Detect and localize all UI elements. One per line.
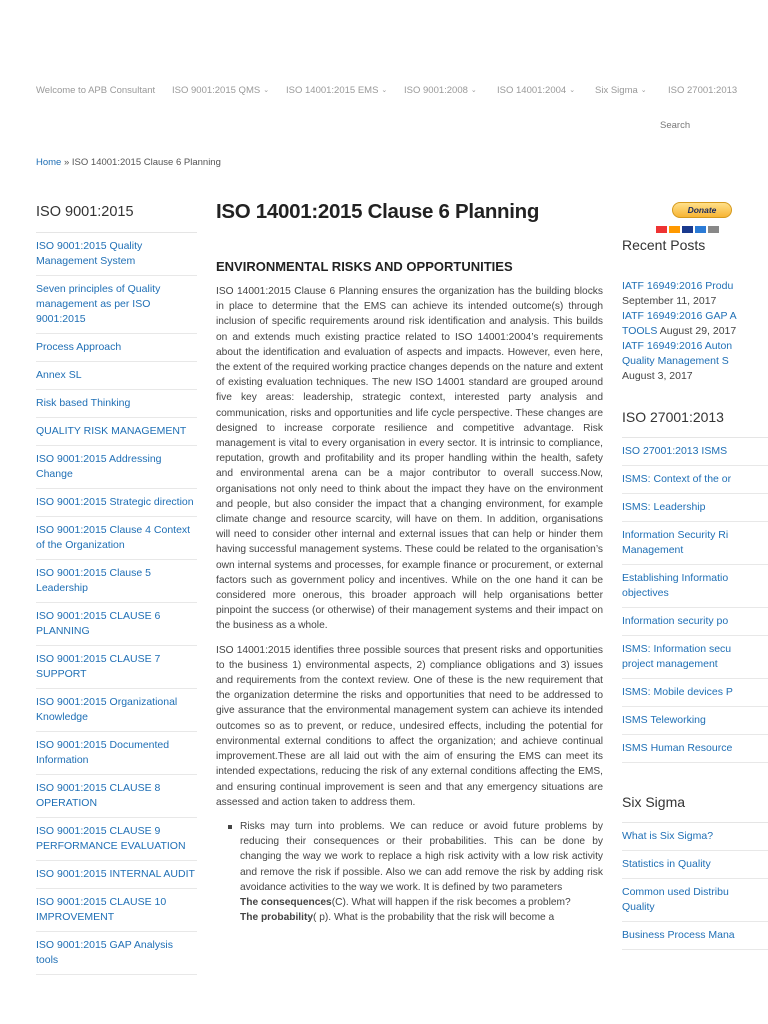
search-link[interactable]: Search bbox=[660, 120, 691, 131]
six-sigma-widget bbox=[622, 794, 768, 950]
breadcrumb bbox=[36, 157, 221, 168]
sidebar-link-label: ISO 9001:2015 CLAUSE 9 PERFORMANCE EVALUATION bbox=[36, 825, 186, 852]
sidebar-link[interactable] bbox=[36, 276, 197, 334]
sidebar-link-label: ISO 9001:2015 Addressing Change bbox=[36, 453, 162, 480]
six-sigma-link[interactable] bbox=[622, 879, 768, 922]
recent-post-date: August 29, 2017 bbox=[657, 325, 737, 337]
iso27001-link[interactable] bbox=[622, 494, 768, 522]
recent-post bbox=[622, 294, 768, 309]
iso27001-widget bbox=[622, 409, 768, 763]
chevron-down-icon: ⌄ bbox=[470, 87, 477, 94]
recent-post bbox=[622, 354, 768, 369]
iso27001-link[interactable] bbox=[622, 679, 768, 707]
iso27001-link-label: ISMS: Context of the or bbox=[622, 473, 732, 485]
iso27001-link-label: ISMS: Leadership bbox=[622, 501, 706, 513]
recent-posts-list bbox=[622, 279, 768, 384]
breadcrumb-separator: » bbox=[63, 157, 70, 168]
iso27001-link-label: Information Security Ri Management bbox=[622, 529, 729, 556]
six-sigma-link-label: Statistics in Quality bbox=[622, 858, 711, 870]
iso27001-link-label: ISO 27001:2013 ISMS bbox=[622, 445, 728, 457]
sidebar-link-label: ISO 9001:2015 Organizational Knowledge bbox=[36, 696, 178, 723]
recent-post-link[interactable]: TOOLS bbox=[622, 325, 658, 337]
sidebar-link[interactable] bbox=[36, 390, 197, 418]
recent-post-link[interactable]: IATF 16949:2016 Auton bbox=[622, 340, 733, 352]
sidebar-link-label: ISO 9001:2015 CLAUSE 8 OPERATION bbox=[36, 782, 161, 809]
consequences-line bbox=[240, 895, 603, 910]
iso27001-link-label: Information security po bbox=[622, 615, 729, 627]
sidebar-link-label: Annex SL bbox=[36, 369, 82, 381]
sidebar-link[interactable] bbox=[36, 689, 197, 732]
sidebar-link[interactable] bbox=[36, 603, 197, 646]
sidebar-link[interactable] bbox=[36, 775, 197, 818]
sidebar-link-label: Process Approach bbox=[36, 341, 122, 353]
top-navigation bbox=[36, 85, 768, 99]
left-sidebar bbox=[36, 204, 197, 975]
iso27001-link-label: ISMS Human Resource bbox=[622, 742, 733, 754]
sidebar-link[interactable] bbox=[36, 233, 197, 276]
six-sigma-title: Six Sigma bbox=[622, 794, 686, 810]
sidebar-link[interactable] bbox=[36, 861, 197, 889]
recent-post bbox=[622, 369, 768, 384]
sidebar-link-label: Seven principles of Quality management as per ISO 9001:2015 bbox=[36, 283, 161, 325]
six-sigma-link[interactable] bbox=[622, 851, 768, 879]
iso27001-link[interactable] bbox=[622, 707, 768, 735]
recent-post-link[interactable]: Quality Management S bbox=[622, 355, 729, 367]
recent-posts-title: Recent Posts bbox=[622, 237, 706, 253]
six-sigma-link-label: What is Six Sigma? bbox=[622, 830, 714, 842]
nav-item-six-sigma[interactable]: Six Sigma ⌄ bbox=[595, 85, 647, 96]
consequences-text: (C). What will happen if the risk becomes a problem? bbox=[331, 896, 571, 908]
sidebar-link[interactable] bbox=[36, 732, 197, 775]
nav-item-iso9001-2008[interactable]: ISO 9001:2008 ⌄ bbox=[404, 85, 477, 96]
iso27001-link[interactable] bbox=[622, 608, 768, 636]
recent-post bbox=[622, 324, 768, 339]
chevron-down-icon: ⌄ bbox=[263, 87, 270, 94]
iso27001-link[interactable] bbox=[622, 466, 768, 494]
bullet-text: Risks may turn into problems. We can reduce or avoid future problems by reducing their consequences or their probabilities. This can be done by changing the way we work to replace a high risk activity with a low risk activity and remove the risk if possible. Also we can add remove the risk by adding risk avoidance activities to the way we work. It is defined by two parameters bbox=[240, 820, 603, 893]
recent-post bbox=[622, 309, 768, 324]
sidebar-link-label: ISO 9001:2015 Clause 4 Context of the Organization bbox=[36, 524, 191, 551]
article bbox=[216, 200, 603, 925]
donate-button[interactable]: Donate bbox=[672, 202, 732, 218]
sidebar-link-label: ISO 9001:2015 Clause 5 Leadership bbox=[36, 567, 151, 594]
sidebar-link[interactable] bbox=[36, 418, 197, 446]
article-paragraph: ISO 14001:2015 identifies three possible sources that present risks and opportunities to the business 1) environmental aspects, 2) compliance obligations and 3) issues and requirements from the context review. One of these is the new requirement that the organization determine the risks and opportunities that need to be addressed to give assurance that the environmental management system can achieve its intended outcomes so as to prevent, or reduce, undesired effects, including the potential for environmental external conditions to affect the organization; and achieve continual improvement.These are all laid out with the aim of ensuring the EMS can meet its intended expectations, reducing the risk of any external conditions affecting the EMS, and ensuring continual improvement is seen and that any emergency situations are assessed and action taken to address them. bbox=[216, 644, 603, 808]
left-sidebar-list bbox=[36, 233, 197, 975]
recent-post-date: September 11, 2017 bbox=[622, 295, 717, 307]
probability-line bbox=[240, 910, 603, 925]
sidebar-link[interactable] bbox=[36, 646, 197, 689]
nav-item-iso27001[interactable]: ISO 27001:2013 bbox=[668, 85, 738, 96]
six-sigma-link-label: Business Process Mana bbox=[622, 929, 735, 941]
sidebar-link-label: QUALITY RISK MANAGEMENT bbox=[36, 425, 187, 437]
chevron-down-icon: ⌄ bbox=[640, 87, 647, 94]
payment-cards-icon bbox=[656, 220, 721, 238]
chevron-down-icon: ⌄ bbox=[381, 87, 388, 94]
iso27001-link-label: Establishing Informatio objectives bbox=[622, 572, 729, 599]
article-bullet-list bbox=[216, 819, 603, 925]
iso27001-link[interactable] bbox=[622, 636, 768, 679]
sidebar-link[interactable] bbox=[36, 517, 197, 560]
breadcrumb-current: ISO 14001:2015 Clause 6 Planning bbox=[71, 157, 221, 168]
sidebar-link-label: ISO 9001:2015 CLAUSE 10 IMPROVEMENT bbox=[36, 896, 167, 923]
sidebar-link-label: ISO 9001:2015 CLAUSE 7 SUPPORT bbox=[36, 653, 161, 680]
recent-post-date: August 3, 2017 bbox=[622, 370, 693, 382]
iso27001-link-label: ISMS Teleworking bbox=[622, 714, 706, 726]
iso27001-link[interactable] bbox=[622, 438, 768, 466]
breadcrumb-home-link[interactable]: Home bbox=[36, 157, 62, 168]
consequences-label: The consequences bbox=[240, 896, 332, 908]
recent-post-link[interactable]: IATF 16949:2016 GAP A bbox=[622, 310, 737, 322]
left-sidebar-title: ISO 9001:2015 bbox=[36, 204, 134, 220]
sidebar-link[interactable] bbox=[36, 489, 197, 517]
sidebar-link[interactable] bbox=[36, 818, 197, 861]
nav-item-iso14001-2015[interactable]: ISO 14001:2015 EMS ⌄ bbox=[286, 85, 388, 96]
chevron-down-icon: ⌄ bbox=[569, 87, 576, 94]
probability-label: The probability bbox=[240, 912, 314, 924]
sidebar-link-label: ISO 9001:2015 Documented Information bbox=[36, 739, 170, 766]
sidebar-link[interactable] bbox=[36, 362, 197, 390]
iso27001-link-label: ISMS: Information secu project management bbox=[622, 643, 732, 670]
iso27001-link-label: ISMS: Mobile devices P bbox=[622, 686, 733, 698]
six-sigma-link-label: Common used Distribu Quality bbox=[622, 886, 729, 913]
recent-post bbox=[622, 339, 768, 354]
sidebar-link-label: ISO 9001:2015 INTERNAL AUDIT bbox=[36, 868, 195, 880]
article-subtitle: ENVIRONMENTAL RISKS AND OPPORTUNITIES bbox=[216, 259, 513, 274]
iso27001-list bbox=[622, 438, 768, 763]
article-title: ISO 14001:2015 Clause 6 Planning bbox=[216, 200, 540, 223]
sidebar-link[interactable] bbox=[36, 889, 197, 932]
sidebar-link[interactable] bbox=[36, 560, 197, 603]
right-sidebar bbox=[622, 200, 768, 1024]
six-sigma-link[interactable] bbox=[622, 922, 768, 950]
sidebar-link-label: ISO 9001:2015 Quality Management System bbox=[36, 240, 143, 267]
recent-posts-widget bbox=[622, 237, 768, 384]
sidebar-link-label: Risk based Thinking bbox=[36, 397, 131, 409]
sidebar-link-label: ISO 9001:2015 Strategic direction bbox=[36, 496, 194, 508]
nav-item-welcome[interactable]: Welcome to APB Consultant bbox=[36, 85, 156, 96]
recent-post bbox=[622, 279, 768, 294]
article-paragraph: ISO 14001:2015 Clause 6 Planning ensures the organization has the building blocks in place to determine that the EMS can achieve its intended outcome(s) through inclusion of specific requirements around risk identification and analysis. This builds on and extends much existing practice related to ISO 14001:2004’s requirements about the identification and evaluation of aspects and impacts. However, even here, the extent of the required working practice changes depends on the nature and extent of existing evaluation techniques. The new ISO 14001 standard are grouped around five key areas: leadership, strategic context, interested party analysis and communication, risks and opportunities and life cycle perspective. These changes are designed to increase corporate resilience and competitive advantage. Risk management is vital to every organisation in every sector. It is intrinsic to compliance, reputation, growth and profitability and its proper handling within the health, safety and environmental arena can be a major contributor to overall success.Now, organisations not only need to think about the impact they have on the environment and people, but also consider the impact that a changing environment, for example climate change and resource scarcity, will have on them. In addition, organisations will need to consider other internal and external issues that can help or hinder them having successful management systems. These could be related to the organisation’s own internal systems and processes, for example finance or procurement, or external factors such as government policy and incentives. While on the one hand it can be considered more onerous, this broader approach will help organisations better pinpoint the success (or otherwise) of their management systems and their impact on the business as a whole. bbox=[216, 286, 603, 632]
probability-text: ( p). What is the probability that the risk will become a bbox=[313, 912, 555, 924]
sidebar-link[interactable] bbox=[36, 446, 197, 489]
sidebar-link-label: ISO 9001:2015 CLAUSE 6 PLANNING bbox=[36, 610, 161, 637]
sidebar-link[interactable] bbox=[36, 334, 197, 362]
iso27001-link[interactable] bbox=[622, 565, 768, 608]
six-sigma-list bbox=[622, 823, 768, 950]
sidebar-link[interactable] bbox=[36, 932, 197, 975]
iso27001-link[interactable] bbox=[622, 522, 768, 565]
sidebar-link-label: ISO 9001:2015 GAP Analysis tools bbox=[36, 939, 173, 966]
donate-widget bbox=[672, 202, 752, 232]
six-sigma-link[interactable] bbox=[622, 823, 768, 851]
recent-post-link[interactable]: IATF 16949:2016 Produ bbox=[622, 280, 734, 292]
list-item bbox=[240, 819, 603, 925]
iso27001-link[interactable] bbox=[622, 735, 768, 763]
nav-item-iso14001-2004[interactable]: ISO 14001:2004 ⌄ bbox=[497, 85, 576, 96]
nav-item-iso9001-2015[interactable]: ISO 9001:2015 QMS ⌄ bbox=[172, 85, 270, 96]
iso27001-title: ISO 27001:2013 bbox=[622, 409, 724, 425]
